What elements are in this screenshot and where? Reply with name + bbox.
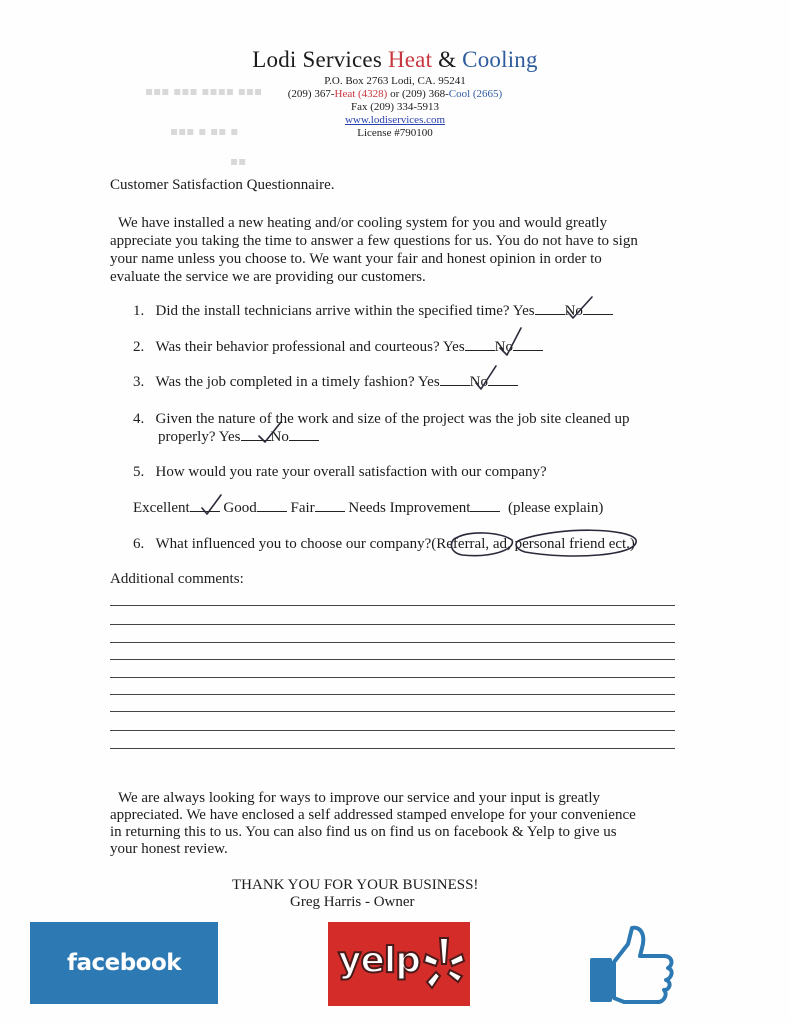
q6-personal-friend-circle bbox=[516, 530, 636, 556]
bleed-through-text: ▪▪ bbox=[230, 154, 247, 168]
comment-line[interactable] bbox=[110, 624, 675, 625]
comment-line[interactable] bbox=[110, 694, 675, 695]
q2-checkmark bbox=[500, 328, 521, 355]
bleed-through-text: ▪▪▪ ▪▪▪ ▪▪▪▪ ▪▪▪ bbox=[145, 84, 263, 98]
yelp-logo[interactable] bbox=[328, 922, 470, 1006]
questionnaire-title: Customer Satisfaction Questionnaire. bbox=[110, 177, 335, 193]
option-personal-friend[interactable]: personal friend bbox=[514, 536, 605, 552]
q3-checkmark bbox=[476, 366, 496, 389]
company-fax: Fax (209) 334-5913 bbox=[351, 101, 439, 113]
rating-fair-label: Fair bbox=[290, 500, 315, 516]
q5-checkmark bbox=[202, 495, 221, 514]
thank-you: THANK YOU FOR YOUR BUSINESS! bbox=[232, 877, 479, 893]
intro-line: We have installed a new heating and/or cooling system for you and would greatly bbox=[118, 215, 608, 231]
facebook-logo[interactable]: facebook bbox=[30, 922, 218, 1004]
comments-label: Additional comments: bbox=[110, 571, 244, 587]
closing-line: your honest review. bbox=[110, 841, 228, 857]
q2-yes-label: Yes bbox=[442, 339, 465, 355]
option-referral[interactable]: Referral bbox=[436, 536, 486, 552]
rating-needs-improvement-label: Needs Improvement bbox=[348, 500, 471, 516]
company-phone: (209) 367-Heat (4328) or (209) 368-Cool (2665) bbox=[287, 88, 503, 100]
q3-no-label: No bbox=[469, 374, 489, 390]
question-5: 5. How would you rate your overall satisfaction with our company? bbox=[133, 464, 547, 480]
website-link[interactable]: www.lodiservices.com bbox=[344, 114, 446, 126]
comment-line[interactable] bbox=[110, 730, 675, 731]
intro-line: appreciate you taking the time to answer a few questions for us. You do not have to sign bbox=[110, 233, 638, 249]
yelp-wordmark: yelp bbox=[338, 940, 420, 981]
question-1: 1. Did the install technicians arrive within the specified time? Yes No bbox=[133, 302, 613, 321]
rating-good-label: Good bbox=[223, 500, 257, 516]
comment-line[interactable] bbox=[110, 605, 675, 606]
comment-line[interactable] bbox=[110, 711, 675, 712]
intro-line: your name unless you choose to. We want your fair and honest opinion in order to bbox=[110, 251, 602, 267]
q4-no-label: No bbox=[270, 429, 289, 445]
owner-signature: Greg Harris - Owner bbox=[290, 894, 415, 910]
closing-line: We are always looking for ways to improve our service and your input is greatly bbox=[118, 790, 600, 806]
q6-referral-circle bbox=[451, 533, 512, 556]
bleed-through-text: ▪▪▪ ▪ ▪▪ ▪ bbox=[170, 124, 239, 138]
company-license: License #790100 bbox=[357, 127, 433, 139]
comment-line[interactable] bbox=[110, 642, 675, 643]
comment-line[interactable] bbox=[110, 659, 675, 660]
question-2: 2. Was their behavior professional and courteous? Yes No bbox=[133, 338, 543, 357]
intro-line: evaluate the service we are providing our customers. bbox=[110, 269, 426, 285]
yelp-burst-icon bbox=[422, 934, 466, 994]
question-3: 3. Was the job completed in a timely fashion? Yes No bbox=[133, 373, 518, 392]
q4-yes-label: Yes bbox=[218, 429, 241, 445]
comment-line[interactable] bbox=[110, 748, 675, 749]
q1-yes-label: Yes bbox=[512, 303, 535, 319]
thumbs-up-icon[interactable] bbox=[588, 922, 678, 1012]
q1-checkmark bbox=[564, 297, 592, 319]
closing-line: in returning this to us. You can also find us on find us on facebook & Yelp to give us bbox=[110, 824, 617, 840]
closing-line: appreciated. We have enclosed a self addressed stamped envelope for your convenience bbox=[110, 807, 636, 823]
rating-excellent-label: Excellent bbox=[133, 500, 190, 516]
option-ad[interactable]: ad bbox=[492, 536, 508, 552]
company-address: P.O. Box 2763 Lodi, CA. 95241 bbox=[324, 75, 466, 87]
q2-no-label: No bbox=[494, 339, 513, 355]
rating-explain: (please explain) bbox=[507, 500, 604, 516]
company-name: Lodi Services Heat & Cooling bbox=[252, 47, 538, 72]
q1-no-label: No bbox=[564, 303, 583, 319]
question-4-continued: properly? Yes No bbox=[158, 428, 319, 447]
q4-checkmark bbox=[259, 422, 281, 442]
q3-yes-label: Yes bbox=[417, 374, 440, 390]
question-4: 4. Given the nature of the work and size of the project was the job site cleaned up bbox=[133, 411, 630, 427]
comment-line[interactable] bbox=[110, 677, 675, 678]
question-6: 6. What influenced you to choose our company?(Referral, ad, personal friend ect.) bbox=[133, 536, 635, 552]
